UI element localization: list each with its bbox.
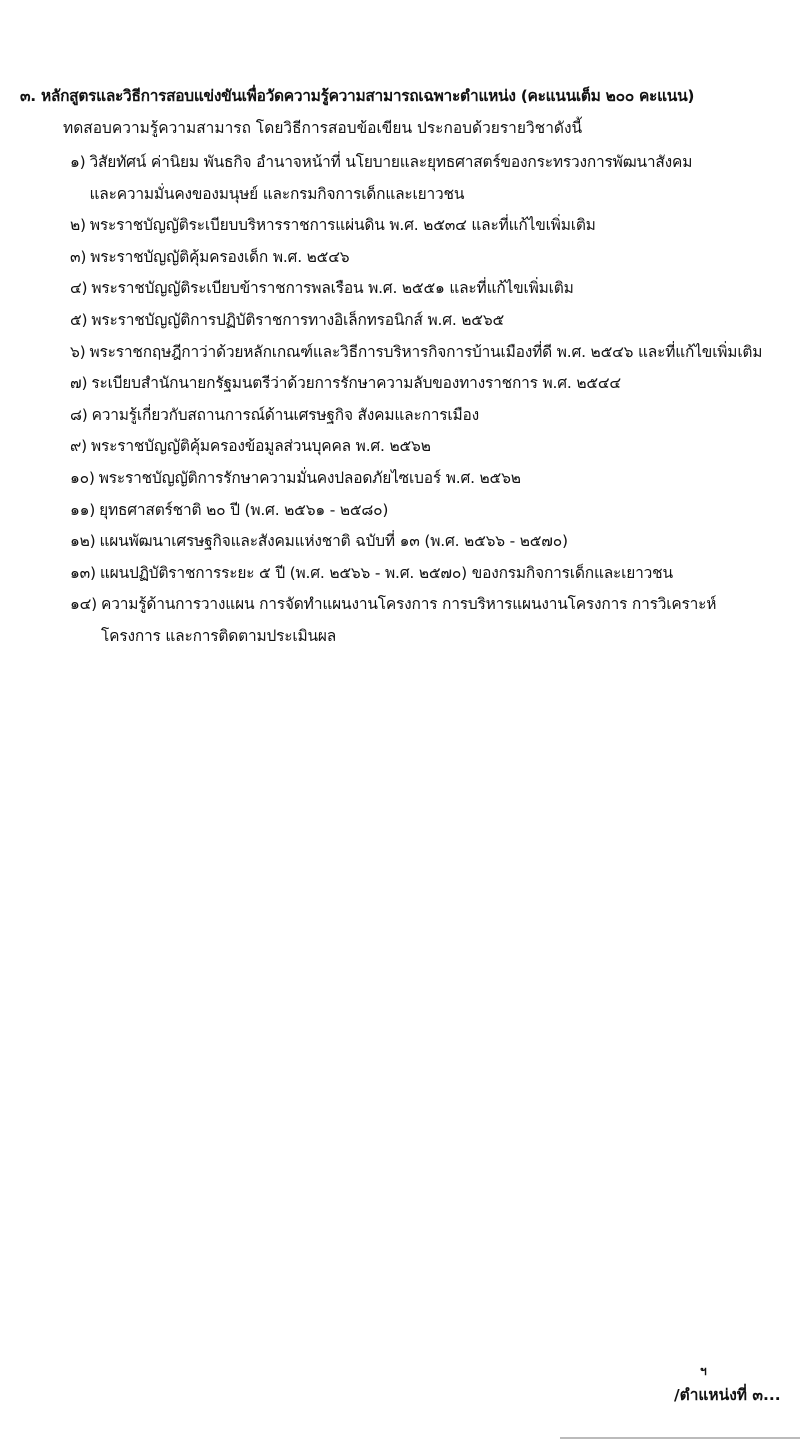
subject-text-line: พระราชบัญญัติคุ้มครองเด็ก พ.ศ. ๒๕๔๖: [90, 247, 350, 266]
subject-text: [90, 337, 796, 369]
subject-item: [70, 210, 795, 242]
subject-text: [92, 400, 795, 432]
page-mark: ฯ: [700, 1364, 707, 1378]
subject-text-line: ยุทธศาสตร์ชาติ ๒๐ ปี (พ.ศ. ๒๕๖๑ - ๒๕๘๐): [99, 500, 389, 519]
scan-edge-line: [560, 1437, 800, 1439]
subject-text-line: แผนปฏิบัติราชการระยะ ๕ ปี (พ.ศ. ๒๕๖๖ - พ.ศ. ๒๕๗๐) ของกรมกิจการเด็กและเยาวชน: [99, 563, 673, 582]
subject-list: [70, 147, 795, 653]
subject-number: ๕): [70, 310, 88, 329]
subject-item: [70, 337, 795, 369]
subject-number: ๑): [70, 153, 86, 171]
subject-number: ๔): [70, 279, 88, 298]
subject-text-line: แผนพัฒนาเศรษฐกิจและสังคมแห่งชาติ ฉบับที่ ๑๓ (พ.ศ. ๒๕๖๖ - ๒๕๗๐): [99, 532, 568, 551]
subject-number: ๑๑): [70, 500, 96, 519]
subject-number: ๑๔): [70, 595, 98, 614]
subject-text-continuation: และความมั่นคงของมนุษย์ และกรมกิจการเด็กและเยาวชน: [89, 184, 465, 203]
subject-text: [91, 305, 795, 337]
subject-text: [91, 431, 795, 463]
subject-text-line: วิสัยทัศน์ ค่านิยม พันธกิจ อำนาจหน้าที่ นโยบายและยุทธศาสตร์ของกระทรวงการพัฒนาสังคม: [89, 153, 693, 171]
subject-text: [91, 273, 795, 305]
section-heading: ๓. หลักสูตรและวิธีการสอบแข่งขันเพื่อวัดความรู้ความสามารถเฉพาะตำแหน่ง (คะแนนเต็ม ๒๐๐ คะแนน): [20, 87, 695, 105]
subject-text-line: ความรู้ด้านการวางแผน การจัดทำแผนงานโครงการ การบริหารแผนงานโครงการ การวิเคราะห์: [101, 595, 717, 614]
subject-text-line: พระราชบัญญัติการรักษาความมั่นคงปลอดภัยไซเบอร์ พ.ศ. ๒๕๖๒: [98, 468, 521, 487]
subject-text: [90, 147, 796, 210]
subject-item: [70, 526, 795, 558]
subject-text: [91, 368, 795, 400]
subject-number: ๑๐): [70, 468, 95, 487]
subject-item: [70, 273, 795, 305]
subject-number: ๑๓): [70, 563, 96, 582]
subject-item: [70, 495, 795, 527]
subject-item: [70, 147, 795, 210]
subject-number: ๓): [70, 247, 87, 266]
subject-number: ๙): [70, 437, 87, 456]
subject-item: [70, 558, 795, 590]
subject-text-line: ความรู้เกี่ยวกับสถานการณ์ด้านเศรษฐกิจ สังคมและการเมือง: [91, 405, 479, 424]
section-intro: ทดสอบความรู้ความสามารถ โดยวิธีการสอบข้อเขียน ประกอบด้วยรายวิชาดังนี้: [63, 119, 583, 137]
subject-text-line: พระราชกฤษฎีกาว่าด้วยหลักเกณฑ์และวิธีการบริหารกิจการบ้านเมืองที่ดี พ.ศ. ๒๕๔๖ และที่แก้ไขเพิ่มเติม: [89, 342, 763, 361]
subject-number: ๗): [70, 374, 88, 393]
subject-number: ๘): [70, 405, 88, 424]
subject-text-line: พระราชบัญญัติระเบียบบริหารราชการแผ่นดิน พ.ศ. ๒๕๓๔ และที่แก้ไขเพิ่มเติม: [89, 216, 596, 235]
subject-number: ๑๒): [70, 532, 96, 551]
subject-text: [99, 495, 795, 527]
subject-text: [99, 463, 795, 495]
subject-text: [100, 558, 795, 590]
subject-number: ๖): [70, 342, 86, 361]
subject-text: [90, 242, 795, 274]
subject-item: [70, 305, 795, 337]
subject-item: [70, 368, 795, 400]
subject-item: [70, 431, 795, 463]
subject-item: [70, 589, 795, 652]
subject-text-line: พระราชบัญญัติการปฏิบัติราชการทางอิเล็กทรอนิกส์ พ.ศ. ๒๕๖๕: [91, 310, 505, 329]
subject-text-continuation: โครงการ และการติดตามประเมินผล: [101, 626, 337, 645]
subject-item: [70, 242, 795, 274]
subject-text: [90, 210, 795, 242]
subject-item: [70, 400, 795, 432]
subject-text-line: พระราชบัญญัติระเบียบข้าราชการพลเรือน พ.ศ. ๒๕๕๑ และที่แก้ไขเพิ่มเติม: [91, 279, 574, 298]
subject-text-line: ระเบียบสำนักนายกรัฐมนตรีว่าด้วยการรักษาความลับของทางราชการ พ.ศ. ๒๕๔๔: [91, 374, 621, 393]
continuation-note: /ตำแหน่งที่ ๓...: [674, 1386, 781, 1404]
subject-text-line: พระราชบัญญัติคุ้มครองข้อมูลส่วนบุคคล พ.ศ. ๒๕๖๒: [91, 437, 431, 456]
subject-text: [100, 526, 795, 558]
subject-text: [101, 589, 795, 652]
subject-number: ๒): [70, 216, 86, 235]
subject-item: [70, 463, 795, 495]
